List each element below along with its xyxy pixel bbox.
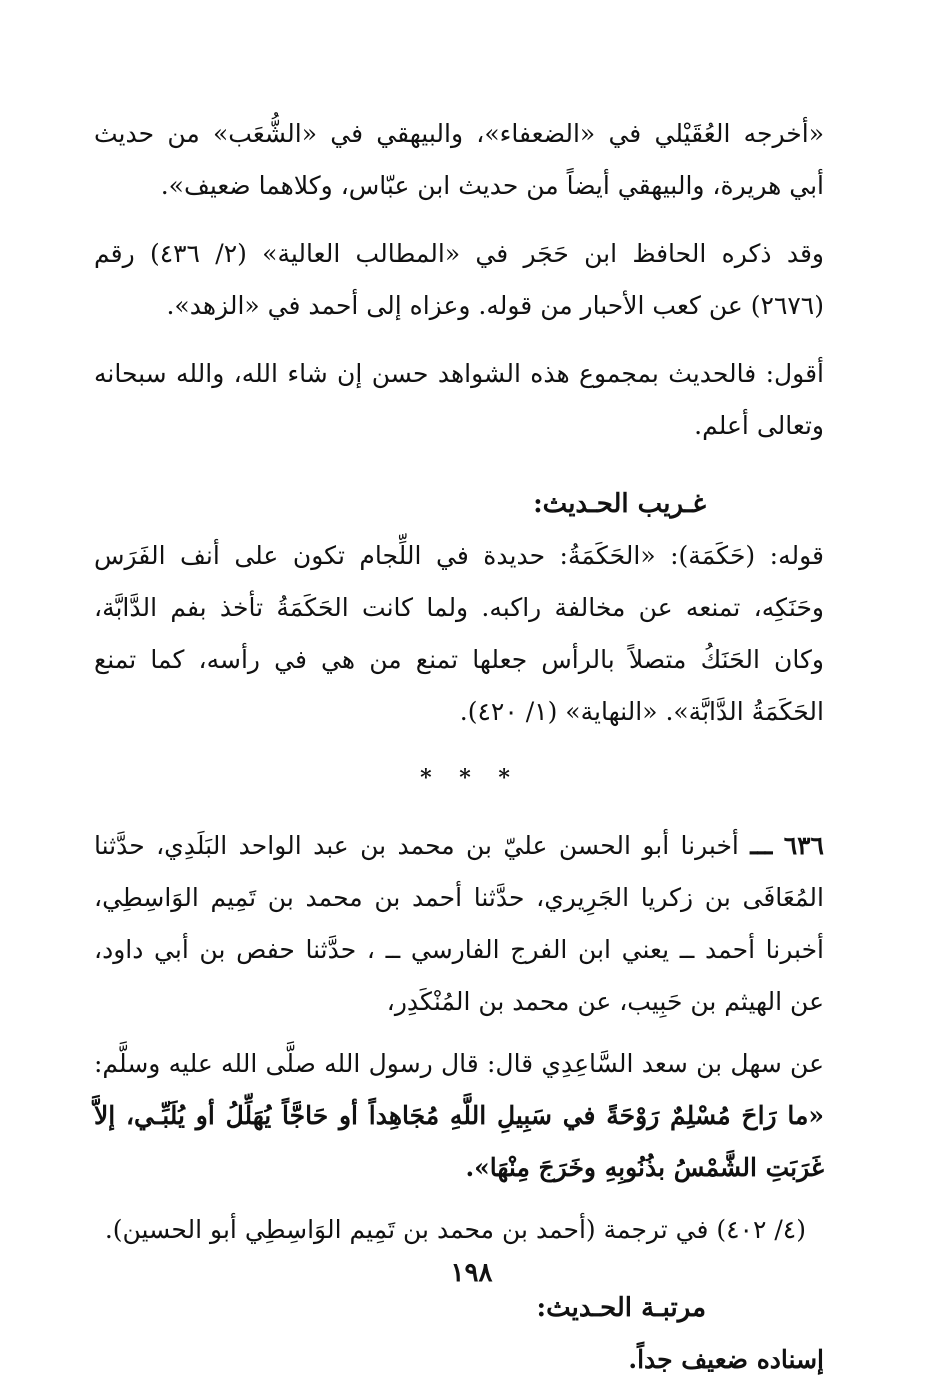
- takhrij-paragraph-2: وقد ذكره الحافظ ابن حَجَر في «المطالب العالية» (٢/ ٤٣٦) رقم (٢٦٧٦) عن كعب الأحبار من قوله. وعزاه إلى أحمد في «الزهد».: [94, 239, 824, 320]
- martaba-text: إسناده ضعيف جداً.: [628, 1345, 824, 1374]
- hadith-matn: «ما رَاحَ مُسْلِمٌ رَوْحَةً في سَبِيلِ اللَّهِ مُجَاهِداً أو حَاجَّاً يُهَلِّلُ أو يُلَبِّـي، إلاَّ غَرَبَتِ الشَّمْسُ بذُنُوبِهِ وخَرَجَ مِنْهَا».: [94, 1101, 824, 1182]
- martaba-heading: مرتبـة الحـديث:: [536, 1293, 706, 1323]
- hadith-isnad-paragraph: [94, 820, 846, 1028]
- gharib-heading: غـريب الحـديث:: [533, 489, 706, 519]
- gharib-text: قوله: (حَكَمَة): «الحَكَمَةُ: حديدة في اللِّجام تكون على أنف الفَرَس وحَنَكِه، تمنعه عن مخالفة راكبه. ولما كانت الحَكَمَةُ تأخذ بفم الدَّابَّة، وكان الحَنَكُ متصلاً بالرأس جعلها تمنع من هي في رأسه، كما تمنع الحَكَمَةُ الدَّابَّة». «النهاية» (١/ ٤٢٠).: [94, 541, 824, 726]
- hadith-reference: (٤/ ٤٠٢) في ترجمة (أحمد بن محمد بن تَمِيم الوَاسِطِي أبو الحسين).: [104, 1215, 806, 1244]
- page-body: [94, 108, 846, 1386]
- hadith-isnad: أخبرنا أبو الحسن عليّ بن محمد بن عبد الواحد البَلَدِي، حدَّثنا المُعَافَى بن زكريا الجَرِيري، حدَّثنا أحمد بن محمد بن تَمِيم الوَاسِطِي، أخبرنا أحمد ــ يعني ابن الفرج الفارسي ــ ، حدَّثنا حفص بن أبي داود، عن الهيثم بن حَبِيب، عن محمد بن المُنْكَدِر،: [94, 831, 824, 1016]
- hadith-text-paragraph: [94, 1038, 846, 1194]
- takhrij-paragraph-1: «أخرجه العُقَيْلي في «الضعفاء»، والبيهقي في «الشُّعَب» من حديث أبي هريرة، والبيهقي أيضاً من حديث ابن عبّاس، وكلاهما ضعيف».: [94, 119, 824, 200]
- hadith-number-dash: ـــ: [750, 831, 773, 860]
- page-number: ١٩٨: [450, 1258, 493, 1288]
- hadith-intro: عن سهل بن سعد السَّاعِدِي قال: قال رسول الله صلَّى الله عليه وسلَّم:: [94, 1049, 824, 1078]
- section-separator: * * *: [420, 765, 520, 791]
- hadith-number: ٦٣٦: [783, 831, 824, 860]
- takhrij-paragraph-3: أقول: فالحديث بمجموع هذه الشواهد حسن إن شاء الله، والله سبحانه وتعالى أعلم.: [94, 359, 824, 440]
